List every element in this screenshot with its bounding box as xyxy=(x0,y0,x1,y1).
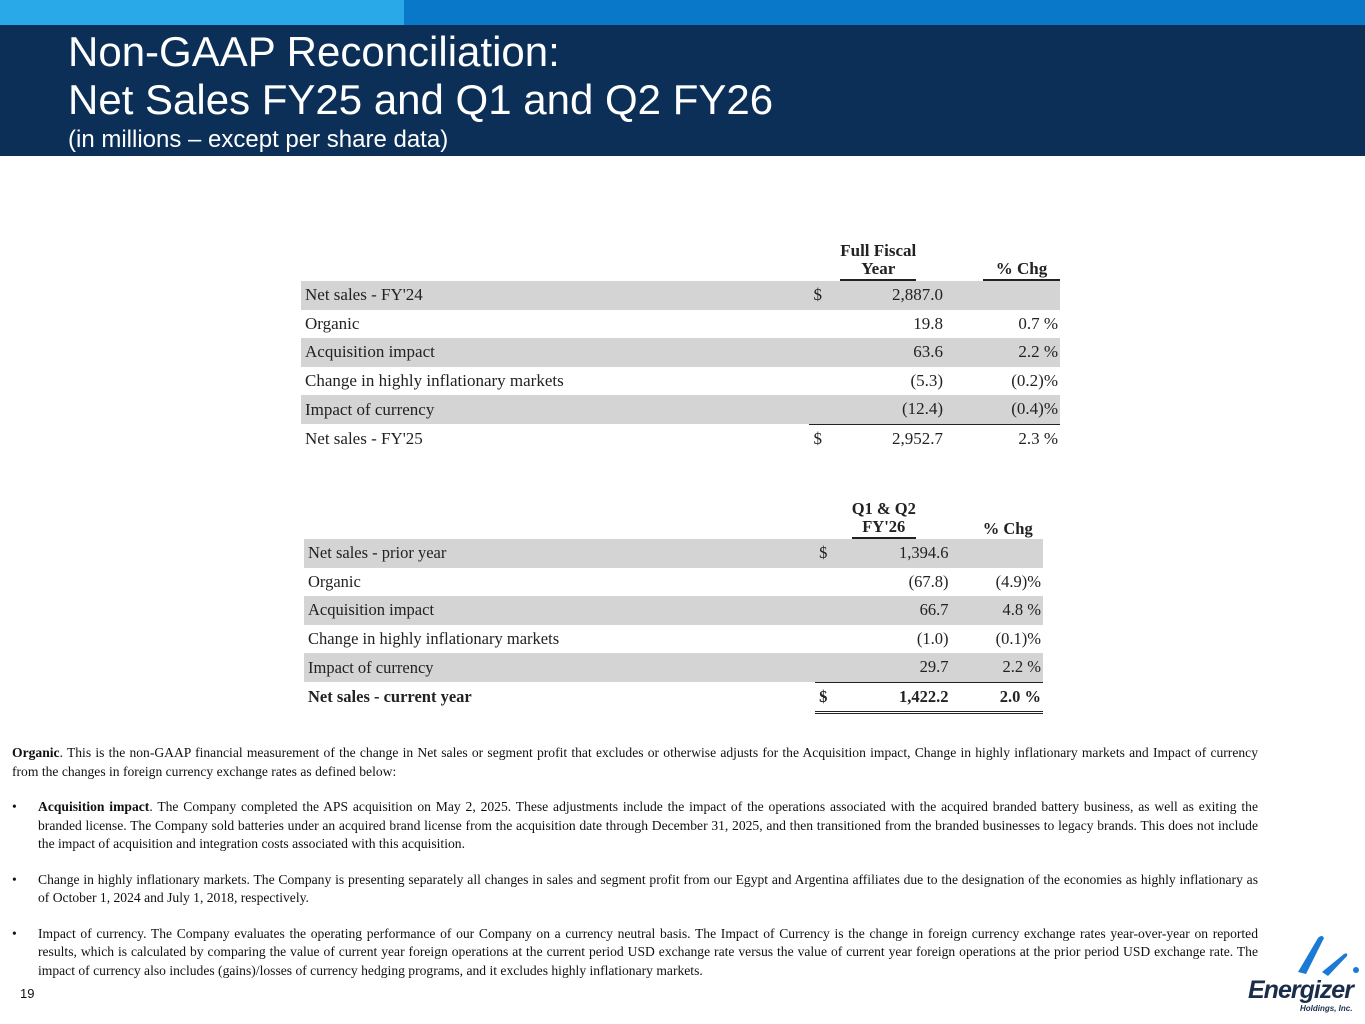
row-currency xyxy=(809,367,837,396)
acquisition-term: Acquisition impact xyxy=(38,799,150,814)
row-currency: $ xyxy=(809,281,837,310)
table-row xyxy=(304,568,1043,597)
row-pct: 2.0 % xyxy=(952,682,1043,713)
row-pct: (0.4)% xyxy=(947,395,1060,424)
header-pct-label: % Chg xyxy=(982,519,1033,538)
table-row xyxy=(301,395,1060,424)
row-value: 1,394.6 xyxy=(840,539,953,568)
row-pct: 4.8 % xyxy=(952,596,1043,625)
top-accent-bar-dark xyxy=(404,0,1365,25)
row-label: Impact of currency xyxy=(304,653,815,682)
table-row-total xyxy=(301,424,1060,453)
inflation-text: Change in highly inflationary markets. The Company is presenting separately all changes in sales and segment profit from our Egypt and Argentina affiliates due to the designation of the economies as highly inflationary as of October 1, 2024 and July 1, 2018, respectively. xyxy=(38,871,1258,905)
header-label-spacer xyxy=(304,500,815,539)
acquisition-text: . The Company completed the APS acquisition on May 2, 2025. These adjustments include the impact of the operations associated with the acquired branded battery business, as well as exiting the branded license. The Company sold batteries under an acquired brand license from the acquisition date through December 31, 2025, and then transitioned from the branded businesses to legacy brands. This does not include the impact of acquisition and integration costs associated with this acquisition. xyxy=(38,799,1258,851)
page-number: 19 xyxy=(20,986,35,1001)
row-value: 29.7 xyxy=(840,653,953,682)
row-currency xyxy=(815,653,840,682)
header-pct-label: % Chg xyxy=(995,259,1048,278)
row-label: Organic xyxy=(308,571,361,591)
row-currency: $ xyxy=(815,539,840,568)
fy25-net-sales-table xyxy=(301,242,1060,453)
table-row xyxy=(301,310,1060,339)
table-row xyxy=(301,338,1060,367)
page-subtitle: (in millions – except per share data) xyxy=(68,126,449,153)
row-currency xyxy=(809,338,837,367)
row-value: (67.8) xyxy=(908,571,949,591)
logo-subtext: Holdings, Inc. xyxy=(1300,1004,1353,1013)
title-line-1: Non-GAAP Reconciliation: xyxy=(68,28,560,75)
row-pct: 2.2 % xyxy=(947,338,1060,367)
row-pct: (0.2)% xyxy=(1011,370,1058,390)
row-value: 63.6 xyxy=(838,338,947,367)
header-pct xyxy=(947,242,1060,281)
row-label: Change in highly inflationary markets xyxy=(305,370,564,390)
table-header-row xyxy=(301,242,1060,281)
energizer-logo xyxy=(1236,928,1360,1018)
row-value: 19.8 xyxy=(913,313,944,333)
footnotes xyxy=(12,744,1258,980)
row-value: (12.4) xyxy=(838,395,947,424)
row-pct xyxy=(952,539,1043,568)
bullet-marker: • xyxy=(12,799,17,814)
header-value-line-1: Q1 & Q2 xyxy=(851,499,916,518)
header-value xyxy=(809,242,947,281)
row-currency xyxy=(809,395,837,424)
row-label: Net sales - FY'24 xyxy=(301,281,809,310)
organic-definition xyxy=(12,744,1258,781)
header-pct xyxy=(952,500,1043,539)
header-value-line-1: Full Fiscal xyxy=(840,241,917,260)
row-currency: $ xyxy=(815,682,840,713)
row-currency xyxy=(815,596,840,625)
row-label: Net sales - FY'25 xyxy=(305,428,423,448)
table-row xyxy=(304,596,1043,625)
title-line-2: Net Sales FY25 and Q1 and Q2 FY26 xyxy=(68,76,774,123)
row-pct: 0.7 % xyxy=(1018,313,1058,333)
row-currency xyxy=(815,625,840,654)
currency-definition xyxy=(12,925,1258,981)
table-row xyxy=(301,367,1060,396)
row-currency xyxy=(809,310,837,339)
h1-fy26-net-sales-table xyxy=(304,500,1043,714)
top-accent-bar-light xyxy=(0,0,404,25)
logo-wordmark: Energizer xyxy=(1248,976,1353,1004)
table-row-total xyxy=(304,682,1043,713)
row-label: Impact of currency xyxy=(301,395,809,424)
page-title xyxy=(68,28,773,124)
bullet-marker: • xyxy=(12,925,17,941)
row-value: 1,422.2 xyxy=(840,682,953,713)
row-label: Net sales - current year xyxy=(308,687,472,707)
row-value: 2,887.0 xyxy=(838,281,947,310)
row-pct xyxy=(947,281,1060,310)
row-value: 66.7 xyxy=(840,596,953,625)
row-pct: 2.3 % xyxy=(1018,428,1058,448)
inflation-definition xyxy=(12,871,1258,908)
header-label-spacer xyxy=(301,242,809,281)
row-value: (1.0) xyxy=(916,628,949,648)
bullet-marker: • xyxy=(12,871,17,887)
currency-text: Impact of currency. The Company evaluates the operating performance of our Company on a currency neutral basis. The Impact of Currency is the change in foreign currency exchange rates year-over-year on reported results, which is calculated by comparing the value of current year foreign operations at the current period USD exchange rate versus the value of current year foreign operations at the prior period USD exchange rate. The impact of currency also includes (gains)/losses of currency hedging programs, and it excludes highly inflationary markets. xyxy=(38,925,1258,978)
row-label: Change in highly inflationary markets xyxy=(308,628,560,648)
row-pct: (4.9)% xyxy=(995,571,1041,591)
header-value-line-2: FY'26 xyxy=(862,517,906,536)
energizer-swoosh-icon xyxy=(1236,928,1360,978)
row-value: 2,952.7 xyxy=(892,428,944,448)
row-pct: 2.2 % xyxy=(952,653,1043,682)
row-label: Acquisition impact xyxy=(301,338,809,367)
row-value: (5.3) xyxy=(910,370,944,390)
row-currency xyxy=(815,568,840,597)
row-currency: $ xyxy=(813,428,822,448)
table-row xyxy=(301,281,1060,310)
row-label: Acquisition impact xyxy=(304,596,815,625)
row-pct: (0.1)% xyxy=(995,628,1041,648)
row-label: Net sales - prior year xyxy=(304,539,815,568)
table-row xyxy=(304,625,1043,654)
organic-text: . This is the non-GAAP financial measurement of the change in Net sales or segment profit that excludes or otherwise adjusts for the Acquisition impact, Change in highly inflationary markets and Impact of currency from the changes in foreign currency exchange rates as defined below: xyxy=(12,745,1258,779)
organic-term: Organic xyxy=(12,745,60,760)
header-value-line-2: Year xyxy=(861,259,896,278)
acquisition-definition xyxy=(12,798,1258,854)
header-value xyxy=(815,500,952,539)
row-label: Organic xyxy=(305,313,360,333)
table-header-row xyxy=(304,500,1043,539)
table-row xyxy=(304,653,1043,682)
table-row xyxy=(304,539,1043,568)
